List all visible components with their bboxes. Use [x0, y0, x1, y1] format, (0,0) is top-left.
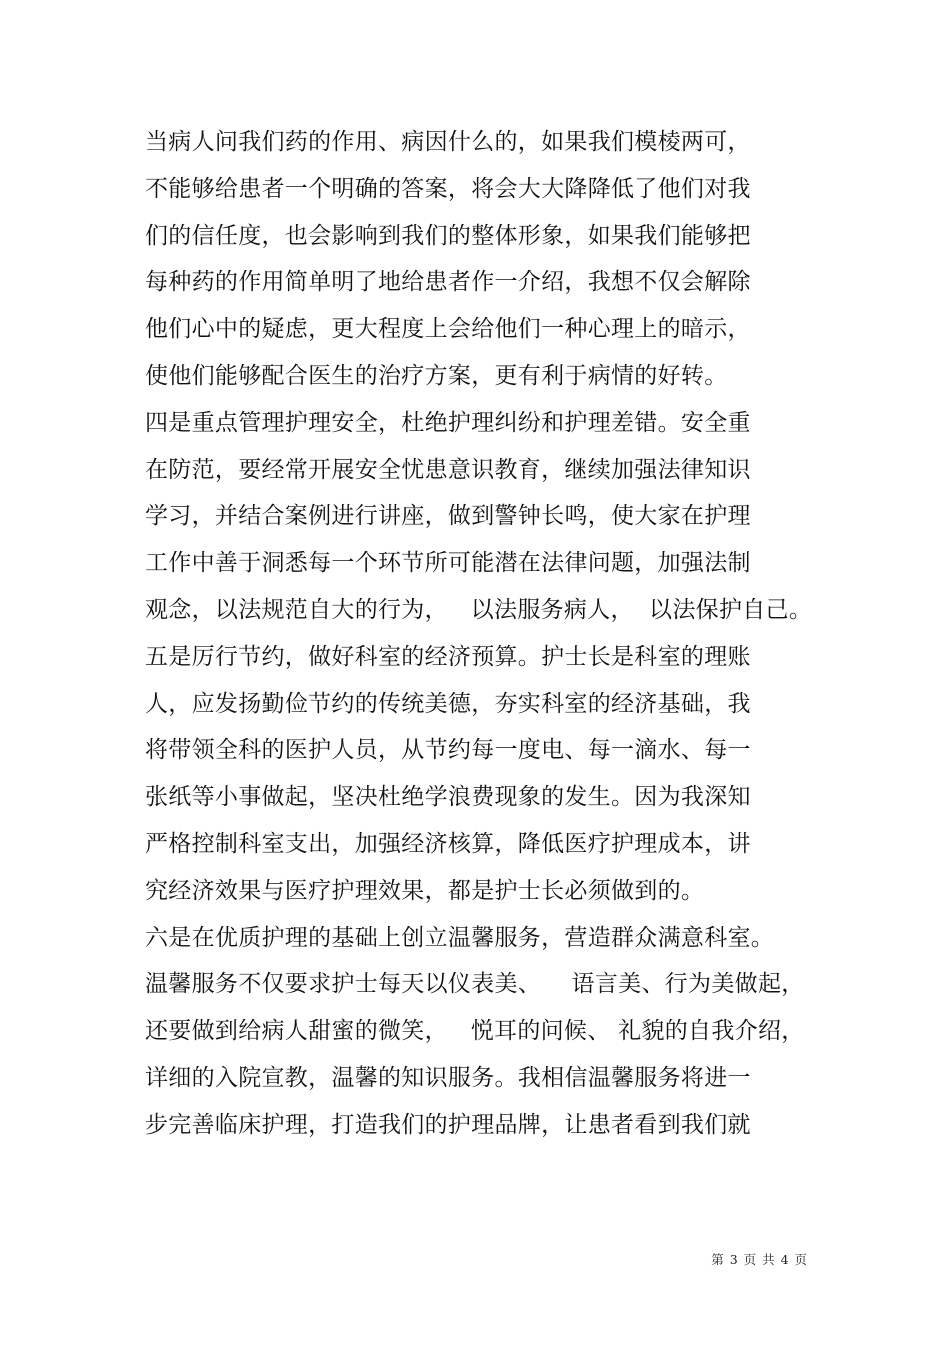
page-footer: 第 3 页 共 4 页 — [711, 1252, 808, 1267]
text-line: 他们心中的疑虑，更大程度上会给他们一种心理上的暗示， — [145, 316, 751, 343]
text-line: 详细的入院宣教，温馨的知识服务。我相信温馨服务将进一 — [145, 1064, 751, 1091]
text-line: 们的信任度，也会影响到我们的整体形象，如果我们能够把 — [145, 222, 751, 249]
body-text — [145, 124, 845, 1154]
text-line: 究经济效果与医疗护理效果，都是护士长必须做到的。 — [145, 877, 705, 904]
text-line: 步完善临床护理，打造我们的护理品牌，让患者看到我们就 — [145, 1111, 751, 1138]
text-line: 当病人问我们药的作用、病因什么的，如果我们模棱两可， — [145, 129, 751, 155]
text-line: 不能够给患者一个明确的答案，将会大大降降低了他们对我 — [145, 175, 751, 202]
text-line: 五是厉行节约，做好科室的经济预算。护士长是科室的理账 — [145, 643, 751, 670]
text-line: 学习，并结合案例进行讲座，做到警钟长鸣，使大家在护理 — [145, 503, 751, 530]
text-line: 严格控制科室支出，加强经济核算，降低医疗护理成本，讲 — [145, 830, 751, 857]
text-line: 人，应发扬勤俭节约的传统美德，夯实科室的经济基础，我 — [145, 690, 751, 717]
text-line: 工作中善于洞悉每一个环节所可能潜在法律问题，加强法制 — [145, 550, 751, 577]
text-line: 张纸等小事做起，坚决杜绝学浪费现象的发生。因为我深知 — [145, 784, 751, 811]
text-line: 每种药的作用简单明了地给患者作一介绍，我想不仅会解除 — [145, 269, 751, 296]
text-line: 六是在优质护理的基础上创立温馨服务，营造群众满意科室。 — [145, 924, 775, 951]
text-line: 使他们能够配合医生的治疗方案，更有利于病情的好转。 — [145, 362, 728, 389]
text-line: 四是重点管理护理安全，杜绝护理纠纷和护理差错。安全重 — [145, 409, 751, 436]
text-line: 温馨服务不仅要求护士每天以仪表美、 语言美、行为美做起， — [145, 971, 805, 998]
text-line: 还要做到给病人甜蜜的微笑， 悦耳的问候、 礼貌的自我介绍， — [145, 1018, 805, 1045]
text-line: 观念，以法规范自大的行为， 以法服务病人， 以法保护自己。 — [145, 596, 813, 623]
text-line: 在防范，要经常开展安全忧患意识教育，继续加强法律知识 — [145, 456, 751, 483]
text-line: 将带领全科的医护人员，从节约每一度电、每一滴水、每一 — [145, 737, 751, 764]
